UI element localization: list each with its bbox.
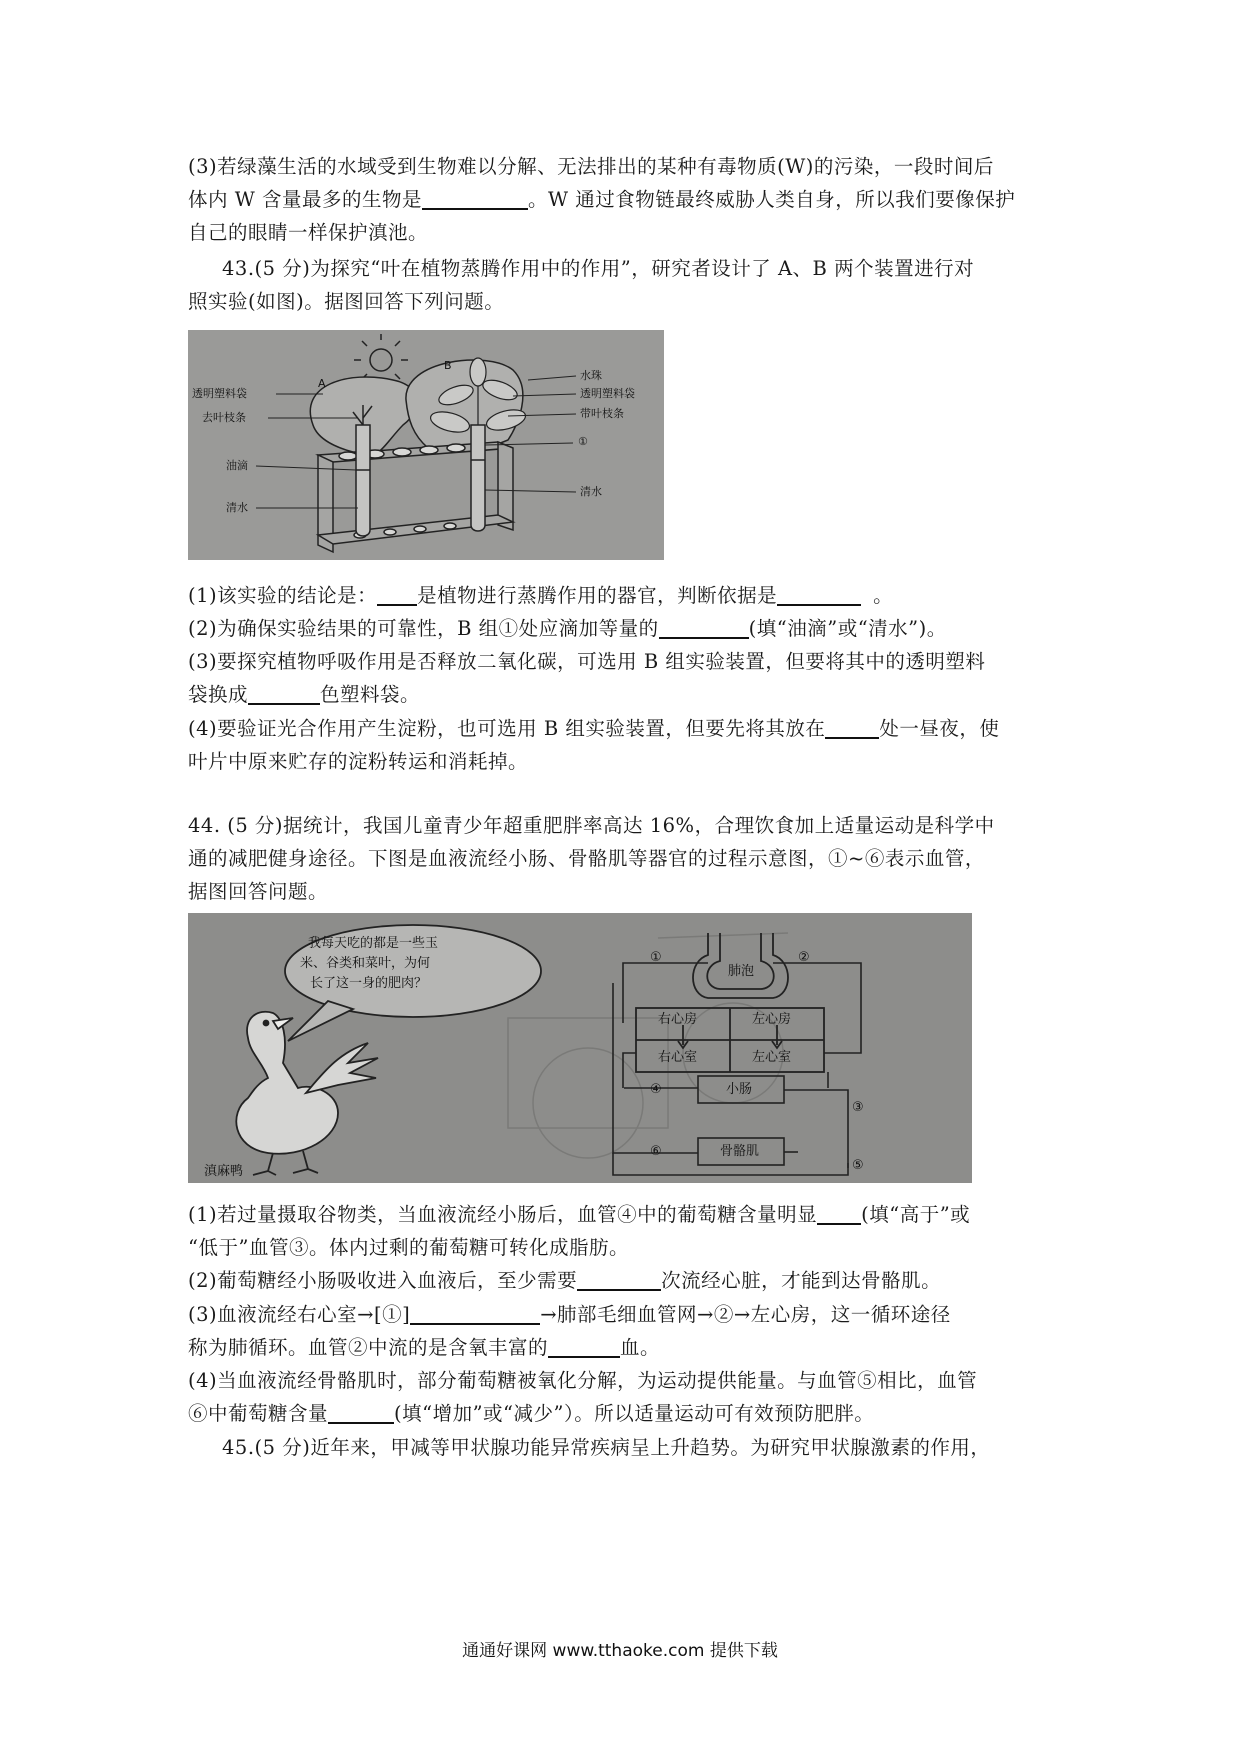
q45-stem-line1: 45.(5 分)近年来，甲减等甲状腺功能异常疾病呈上升趋势。为研究甲状腺激素的作用， xyxy=(222,1436,991,1459)
q44-stem-line3: 据图回答问题。 xyxy=(188,880,329,903)
q44-part4-line2: ⑥中葡萄糖含量 (填“增加”或“减少”）。所以适量运动可有效预防肥胖。 xyxy=(188,1402,875,1425)
label-circle-1: ① xyxy=(578,435,588,448)
duck-illustration xyxy=(236,1012,378,1175)
figure-label-a: A xyxy=(318,377,326,390)
q44-part2: (2)葡萄糖经小肠吸收进入血液后，至少需要 次流经心脏，才能到达骨骼肌。 xyxy=(188,1269,942,1292)
label-leafy-branch: 带叶枝条 xyxy=(580,407,624,420)
q44-part3-line2: 称为肺循环。血管②中流的是含氧丰富的 血。 xyxy=(188,1336,661,1359)
answer-blank[interactable] xyxy=(817,1203,861,1225)
q44-stem-line1: 44. (5 分)据统计，我国儿童青少年超重肥胖率高达 16%，合理饮食加上适量运动是科学中 xyxy=(188,814,995,837)
answer-blank[interactable] xyxy=(328,1402,394,1424)
q44-stem-line2: 通的减肥健身途径。下图是血液流经小肠、骨骼肌等器官的过程示意图，①~⑥表示血管， xyxy=(188,847,985,870)
transpiration-experiment-figure xyxy=(188,330,664,560)
answer-blank[interactable] xyxy=(377,584,417,606)
right-ventricle-label: 右心室 xyxy=(658,1050,698,1065)
label-transparent-bag-left: 透明塑料袋 xyxy=(192,387,247,400)
q44-part1-line1: (1)若过量摄取谷物类，当血液流经小肠后，血管④中的葡萄糖含量明显 (填“高于”或 xyxy=(188,1203,971,1226)
vessel-6-label: ⑥ xyxy=(650,1144,662,1159)
answer-blank[interactable] xyxy=(422,188,528,210)
right-atrium-label: 右心房 xyxy=(658,1012,698,1027)
q43-part3-line2: 袋换成 色塑料袋。 xyxy=(188,683,421,706)
skeletal-muscle-label: 骨骼肌 xyxy=(720,1144,760,1159)
vessel-1-label: ① xyxy=(650,950,662,965)
plastic-bag-b xyxy=(406,360,523,452)
q42-part3-line3: 自己的眼睛一样保护滇池。 xyxy=(188,221,429,244)
left-atrium-label: 左心房 xyxy=(752,1012,792,1027)
q44-part1-line2: “低于”血管③。体内过剩的葡萄糖可转化成脂肪。 xyxy=(188,1236,629,1259)
vessel-2-label: ② xyxy=(798,950,810,965)
figure-label-b: B xyxy=(444,359,452,372)
small-intestine-label: 小肠 xyxy=(726,1082,753,1097)
answer-blank[interactable] xyxy=(659,617,749,639)
speech-bubble-line-1: 我每天吃的都是一些玉 xyxy=(308,936,439,951)
q43-part3-line1: (3)要探究植物呼吸作用是否释放二氧化碳，可选用 B 组实验装置，但要将其中的透明塑料 xyxy=(188,650,986,673)
answer-blank[interactable] xyxy=(777,584,861,606)
vessel-4-label: ④ xyxy=(650,1082,662,1097)
circulation-diagram-drawing xyxy=(188,913,972,1183)
q43-part2: (2)为确保实验结果的可靠性，B 组①处应滴加等量的 (填“油滴”或“清水”)。 xyxy=(188,617,947,640)
label-oil-drop: 油滴 xyxy=(226,459,248,472)
test-tube-a xyxy=(356,425,370,536)
speech-bubble-line-2: 米、谷类和菜叶，为何 xyxy=(300,956,431,971)
left-ventricle-label: 左心室 xyxy=(752,1050,792,1065)
label-water-right: 清水 xyxy=(580,485,602,498)
answer-blank[interactable] xyxy=(825,717,879,739)
blood-circulation-figure xyxy=(188,913,972,1183)
q43-part4-line1: (4)要验证光合作用产生淀粉，也可选用 B 组实验装置，但要先将其放在 处一昼夜，使 xyxy=(188,717,1000,740)
label-water-left: 清水 xyxy=(226,501,248,514)
answer-blank[interactable] xyxy=(248,683,320,705)
q44-part3-line1: (3)血液流经右心室→[①] →肺部毛细血管网→②→左心房，这一循环途径 xyxy=(188,1303,951,1326)
q43-stem-line1: 43.(5 分)为探究“叶在植物蒸腾作用中的作用”，研究者设计了 A、B 两个装置进行对 xyxy=(222,257,975,280)
answer-blank[interactable] xyxy=(577,1269,661,1291)
duck-caption: 滇麻鸭 xyxy=(204,1164,244,1179)
label-leafless-branch: 去叶枝条 xyxy=(202,411,246,424)
label-transparent-bag-right: 透明塑料袋 xyxy=(580,387,635,400)
answer-blank[interactable] xyxy=(410,1303,540,1325)
q43-part4-line2: 叶片中原来贮存的淀粉转运和消耗掉。 xyxy=(188,750,529,773)
q42-part3-line1: (3)若绿藻生活的水域受到生物难以分解、无法排出的某种有毒物质(W)的污染，一段时间后 xyxy=(188,155,994,178)
vessel-5-label: ⑤ xyxy=(852,1158,864,1173)
page-footer: 通通好课网 www.tthaoke.com 提供下载 xyxy=(462,1641,778,1661)
speech-bubble-line-3: 长了这一身的肥肉？ xyxy=(310,976,428,991)
q43-part1: (1)该实验的结论是： 是植物进行蒸腾作用的器官，判断依据是 。 xyxy=(188,584,894,607)
label-water-droplets: 水珠 xyxy=(580,369,602,382)
alveolus-label: 肺泡 xyxy=(728,964,755,979)
q43-stem-line2: 照实验(如图)。据图回答下列问题。 xyxy=(188,290,505,313)
transpiration-apparatus-drawing xyxy=(188,330,664,560)
test-tube-b xyxy=(471,425,485,531)
answer-blank[interactable] xyxy=(548,1336,620,1358)
q44-part4-line1: (4)当血液流经骨骼肌时，部分葡萄糖被氧化分解，为运动提供能量。与血管⑤相比，血管 xyxy=(188,1369,978,1392)
q42-part3-line2: 体内 W 含量最多的生物是 。W 通过食物链最终威胁人类自身，所以我们要像保护 xyxy=(188,188,1016,211)
vessel-3-label: ③ xyxy=(852,1100,864,1115)
